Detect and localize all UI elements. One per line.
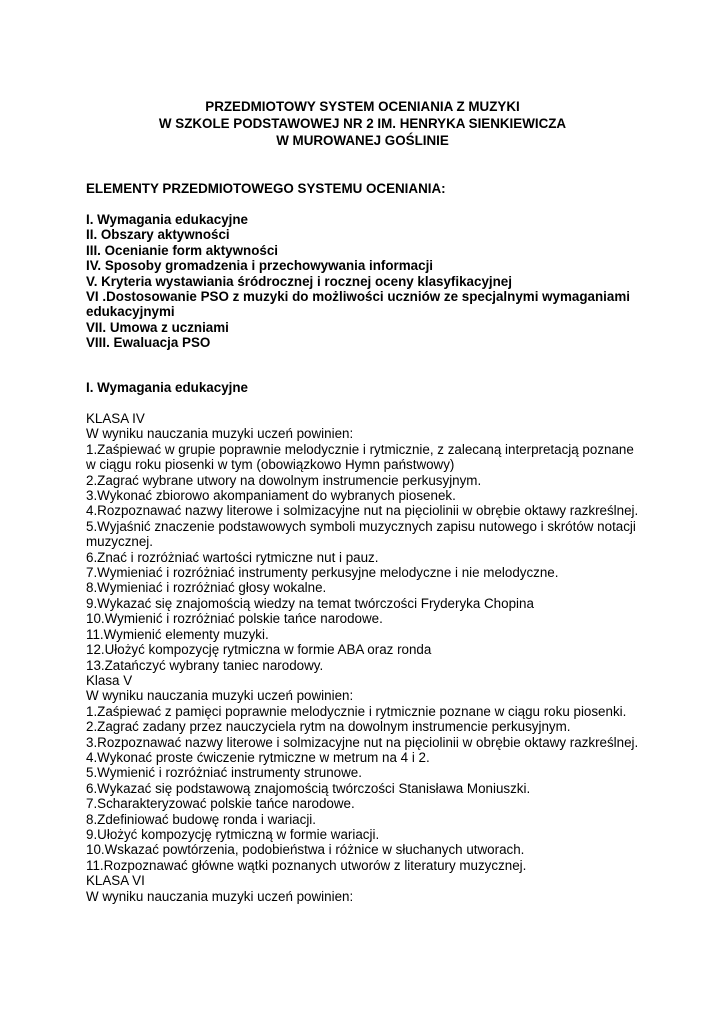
elements-heading: ELEMENTY PRZEDMIOTOWEGO SYSTEMU OCENIANIA: xyxy=(86,181,446,196)
class-5-item: 1.Zaśpiewać z pamięci poprawnie melodycznie i rytmicznie poznane w ciągu roku piosenki. xyxy=(86,703,627,719)
class-4-intro: W wyniku nauczania muzyki uczeń powinien: xyxy=(86,426,354,442)
class-5-item: 10.Wskazać powtórzenia, podobieństwa i różnice w słuchanych utworach. xyxy=(86,842,525,858)
toc-item: II. Obszary aktywności xyxy=(86,227,230,243)
document-title xyxy=(0,98,725,149)
title-line-2: W SZKOLE PODSTAWOWEJ NR 2 IM. HENRYKA SIENKIEWICZA xyxy=(158,116,567,131)
class-4-item: 5.Wyjaśnić znaczenie podstawowych symboli muzycznych zapisu nutowego i skrótów notacji muzycznej. xyxy=(86,518,636,550)
class-5-label: Klasa V xyxy=(86,672,133,688)
class-5-item: 9.Ułożyć kompozycję rytmiczną w formie wariacji. xyxy=(86,826,380,842)
class-5-intro: W wyniku nauczania muzyki uczeń powinien: xyxy=(86,688,354,704)
class-6-intro: W wyniku nauczania muzyki uczeń powinien: xyxy=(86,888,354,904)
class-5-item: 3.Rozpoznawać nazwy literowe i solmizacyjne nut na pięciolinii w obrębie oktawy razkreślnej. xyxy=(86,734,639,750)
class-5-item: 8.Zdefiniować budowę ronda i wariacji. xyxy=(86,811,316,827)
class-4-item: 8.Wymieniać i rozróżniać głosy wokalne. xyxy=(86,580,327,596)
class-4-item: 6.Znać i rozróżniać wartości rytmiczne nut i pauz. xyxy=(86,549,379,565)
class-4-item: 13.Zatańczyć wybrany taniec narodowy. xyxy=(86,657,324,673)
class-5-item: 2.Zagrać zadany przez nauczyciela rytm na dowolnym instrumencie perkusyjnym. xyxy=(86,719,571,735)
section-1-heading: I. Wymagania edukacyjne xyxy=(86,380,248,395)
class-5-item: 5.Wymienić i rozróżniać instrumenty strunowe. xyxy=(86,765,362,781)
class-4-item: 4.Rozpoznawać nazwy literowe i solmizacyjne nut na pięciolinii w obrębie oktawy razkreślnej. xyxy=(86,503,639,519)
class-5-item: 11.Rozpoznawać główne wątki poznanych utworów z literatury muzycznej. xyxy=(86,857,527,873)
class-4-item: 10.Wymienić i rozróżniać polskie tańce narodowe. xyxy=(86,611,383,627)
toc-item: V. Kryteria wystawiania śródrocznej i rocznej oceny klasyfikacyjnej xyxy=(86,273,512,289)
toc-item: VI .Dostosowanie PSO z muzyki do możliwości uczniów ze specjalnymi wymaganiami edukacyjnymi xyxy=(86,289,630,320)
class-4-item: 7.Wymieniać i rozróżniać instrumenty perkusyjne melodyczne i nie melodyczne. xyxy=(86,565,559,581)
class-5-item: 6.Wykazać się podstawową znajomością twórczości Stanisława Moniuszki. xyxy=(86,780,531,796)
class-4-item: 12.Ułożyć kompozycję rytmiczna w formie ABA oraz ronda xyxy=(86,642,432,658)
class-4-label: KLASA IV xyxy=(86,411,145,426)
table-of-contents xyxy=(86,212,646,351)
toc-item: IV. Sposoby gromadzenia i przechowywania informacji xyxy=(86,258,434,274)
class-4-item: 9.Wykazać się znajomością wiedzy na temat twórczości Fryderyka Chopina xyxy=(86,595,534,611)
toc-item: III. Ocenianie form aktywności xyxy=(86,242,278,258)
toc-item: I. Wymagania edukacyjne xyxy=(86,212,248,227)
title-line-1: PRZEDMIOTOWY SYSTEM OCENIANIA Z MUZYKI xyxy=(205,99,520,114)
class-5-item: 7.Scharakteryzować polskie tańce narodowe. xyxy=(86,796,355,812)
toc-item: VIII. Ewaluacja PSO xyxy=(86,335,211,351)
requirements-content xyxy=(86,411,646,904)
class-4-item: 2.Zagrać wybrane utwory na dowolnym instrumencie perkusyjnym. xyxy=(86,472,482,488)
class-6-label: KLASA VI xyxy=(86,873,145,889)
title-line-3: W MUROWANEJ GOŚLINIE xyxy=(276,133,449,148)
toc-item: VII. Umowa z uczniami xyxy=(86,319,229,335)
class-4-item: 1.Zaśpiewać w grupie poprawnie melodycznie i rytmicznie, z zalecaną interpretacją poznane w ciągu roku piosenki w tym (obowiązkowo Hymn państwowy) xyxy=(86,441,634,473)
class-5-item: 4.Wykonać proste ćwiczenie rytmiczne w metrum na 4 i 2. xyxy=(86,749,430,765)
class-4-item: 11.Wymienić elementy muzyki. xyxy=(86,626,269,642)
class-4-item: 3.Wykonać zbiorowo akompaniament do wybranych piosenek. xyxy=(86,488,456,504)
